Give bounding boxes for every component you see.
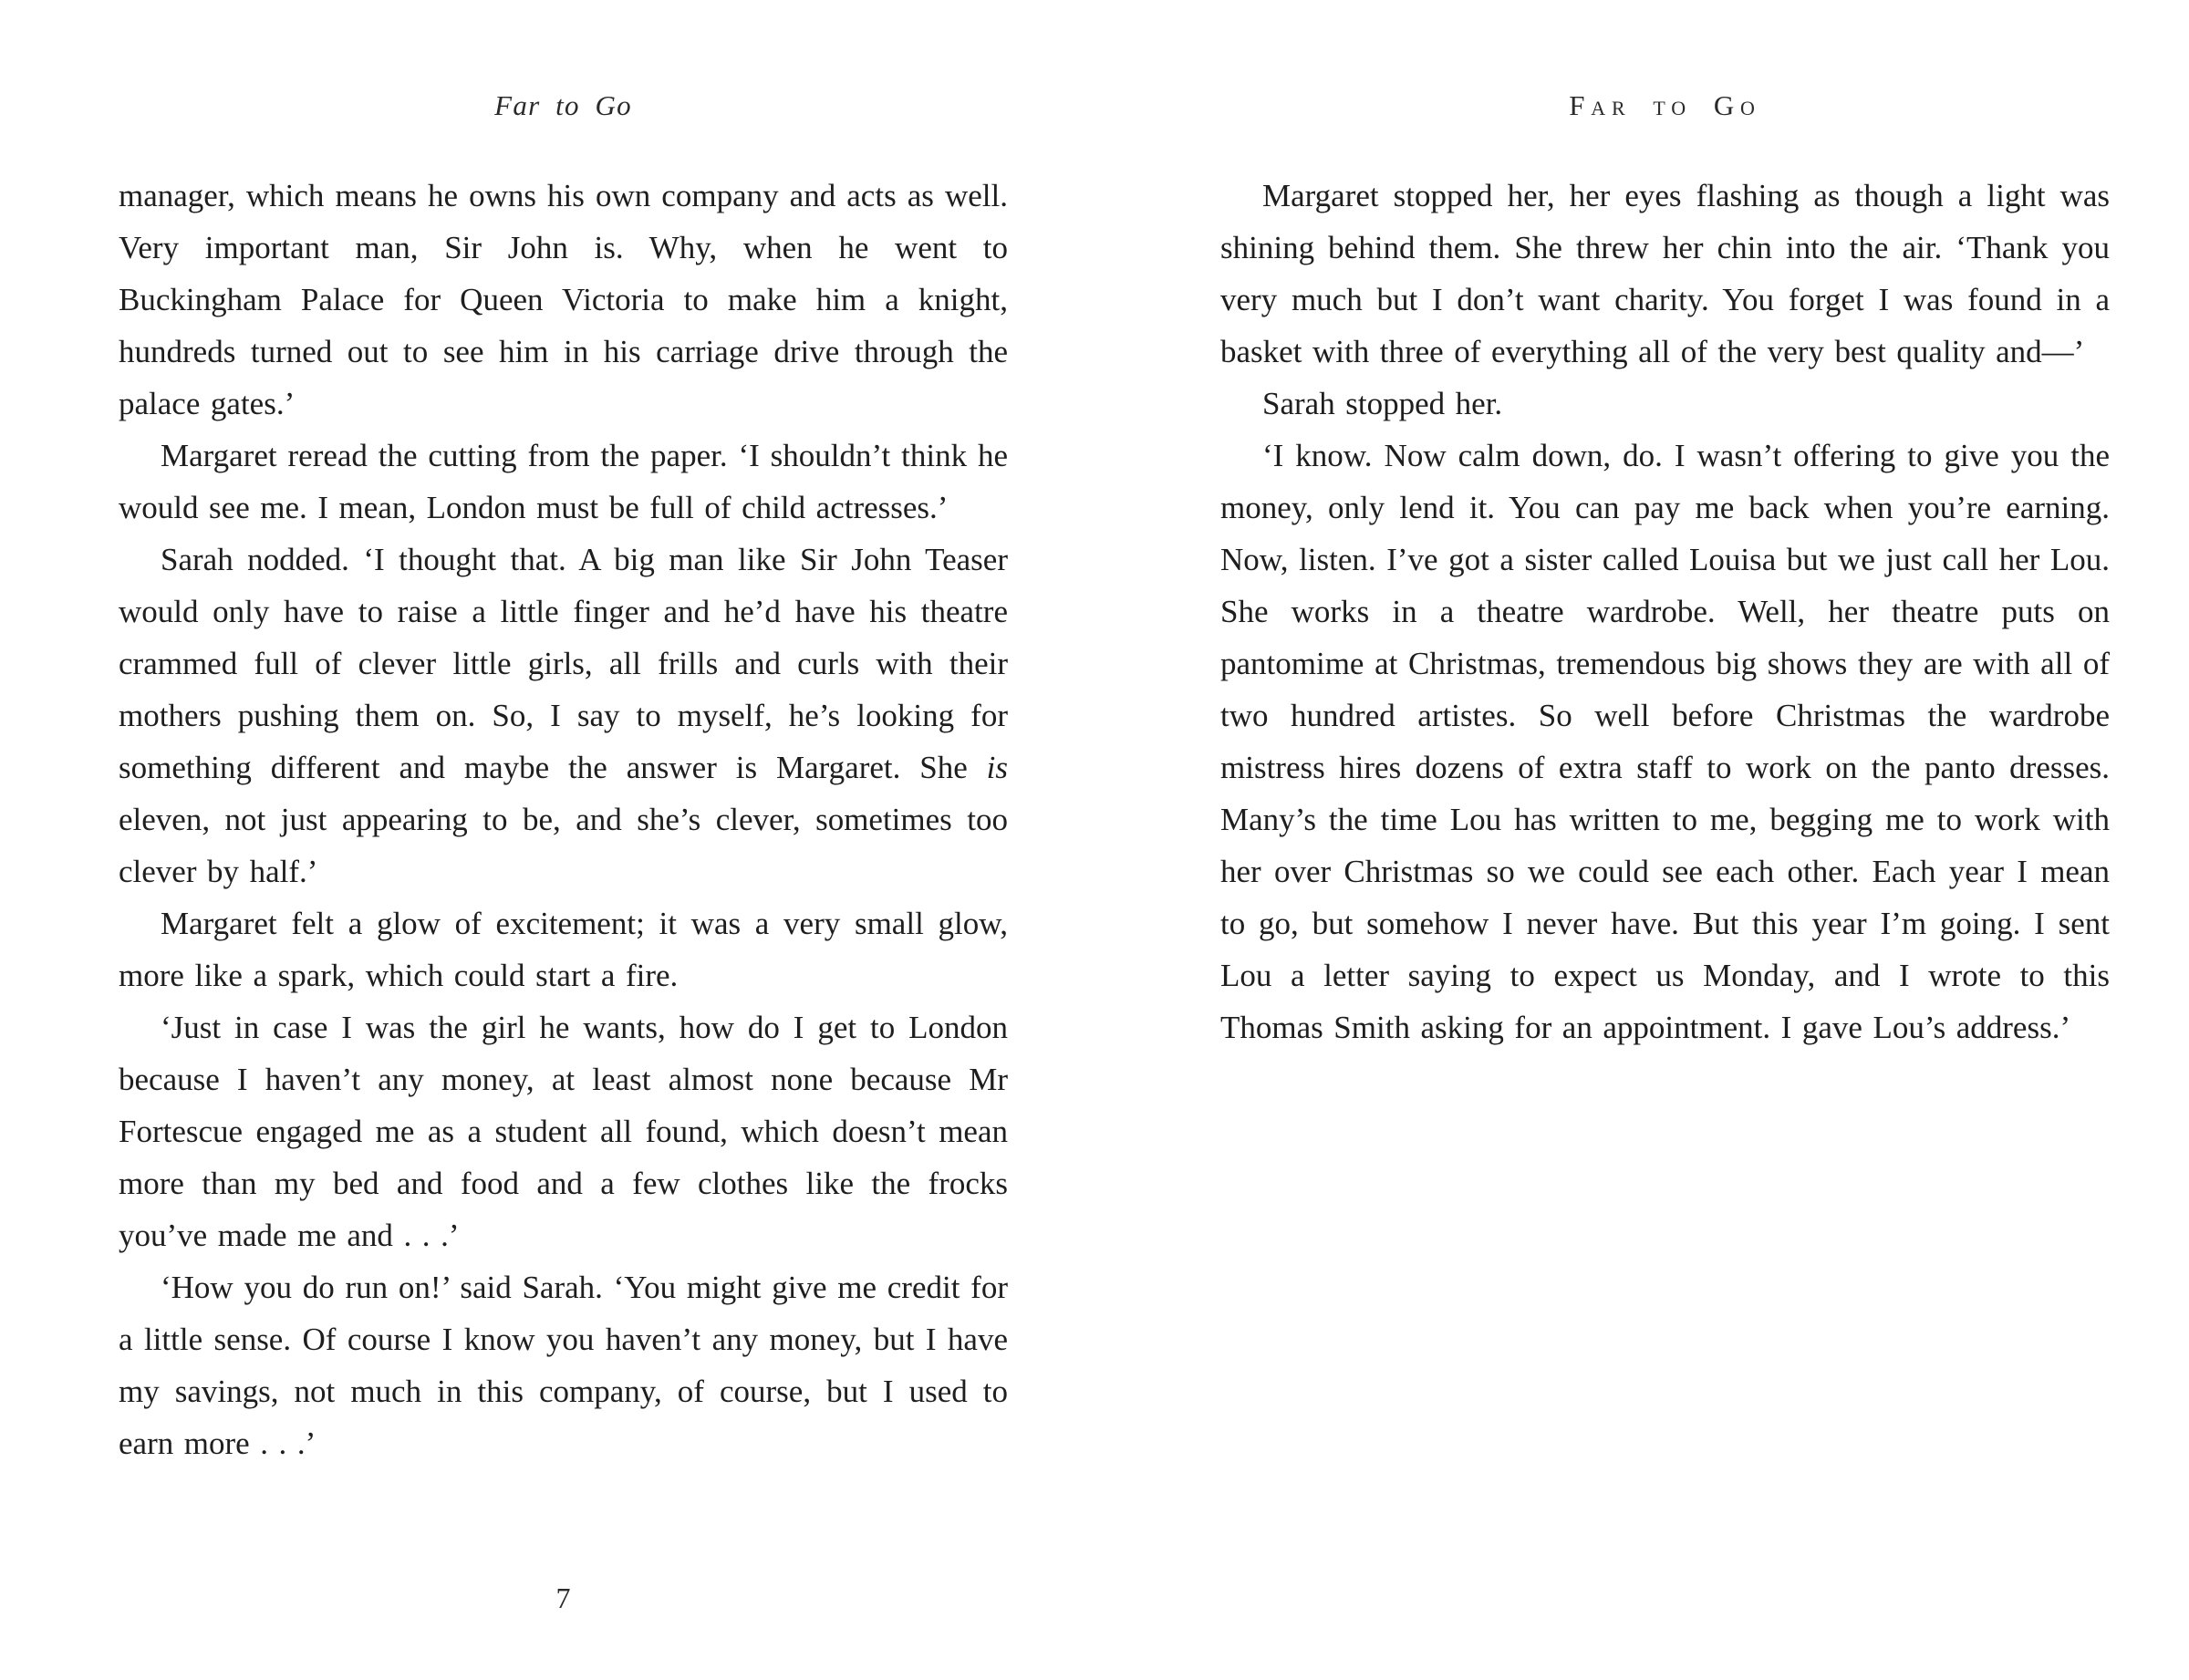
right-running-header: Far to Go [1569, 89, 1761, 121]
right-page [1220, 88, 2110, 1620]
paragraph: ‘I know. Now calm down, do. I wasn’t offering to give you the money, only lend it. You can pay me back when you’re earning. Now, listen. I’ve got a sister called Louisa but we just call her Lou. She works in a theatre wardrobe. Well, her theatre puts on pantomime at Christmas, tremendous big shows they are with all of two hundred artistes. So well before Christmas the wardrobe mistress hires dozens of extra staff to work on the panto dresses. Many’s the time Lou has written to me, begging me to work with her over Christmas so we could see each other. Each year I mean to go, but somehow I never have. But this year I’m going. I sent Lou a letter saying to expect us Monday, and I wrote to this Thomas Smith asking for an appointment. I gave Lou’s address.’ [1220, 438, 2110, 1045]
italic-word: is [986, 750, 1008, 785]
paragraph: Margaret stopped her, her eyes flashing as though a light was shining behind them. She threw her chin into the air. ‘Thank you very much but I don’t want charity. You forget I was found in a basket with three of everything all of the very best quality and—’ [1220, 178, 2110, 369]
left-running-header: Far to Go [494, 89, 632, 121]
paragraph: manager, which means he owns his own company and acts as well. Very important man, Sir John is. Why, when he went to Buckingham Palace for Queen Victoria to make him a knight, hundreds turned out to see him in his carriage drive through the palace gates.’ [119, 178, 1008, 421]
left-page [119, 88, 1008, 1620]
paragraph: Margaret felt a glow of excitement; it was a very small glow, more like a spark, which could start a fire. [119, 906, 1008, 993]
page-number: 7 [555, 1581, 571, 1614]
right-page-body [1220, 170, 2110, 1053]
paragraph-text: eleven, not just appearing to be, and she’s clever, sometimes too clever by half.’ [119, 802, 1008, 889]
left-page-body [119, 170, 1008, 1469]
paragraph: ‘How you do run on!’ said Sarah. ‘You might give me credit for a little sense. Of course I know you haven’t any money, but I have my savings, not much in this company, of course, but I used to earn more . . .’ [119, 1270, 1008, 1461]
paragraph [119, 534, 1008, 897]
paragraph: Margaret reread the cutting from the paper. ‘I shouldn’t think he would see me. I mean, London must be full of child actresses.’ [119, 438, 1008, 525]
paragraph: Sarah stopped her. [1262, 386, 1503, 421]
paragraph-text: Sarah nodded. ‘I thought that. A big man like Sir John Teaser would only have to raise a little finger and he’d have his theatre crammed full of clever little girls, all frills and curls with their mothers pushing them on. So, I say to myself, he’s looking for something different and maybe the answer is Margaret. She [119, 542, 1008, 785]
paragraph: ‘Just in case I was the girl he wants, how do I get to London because I haven’t any money, at least almost none because Mr Fortescue engaged me as a student all found, which doesn’t mean more than my bed and food and a few clothes like the frocks you’ve made me and . . .’ [119, 1010, 1008, 1253]
